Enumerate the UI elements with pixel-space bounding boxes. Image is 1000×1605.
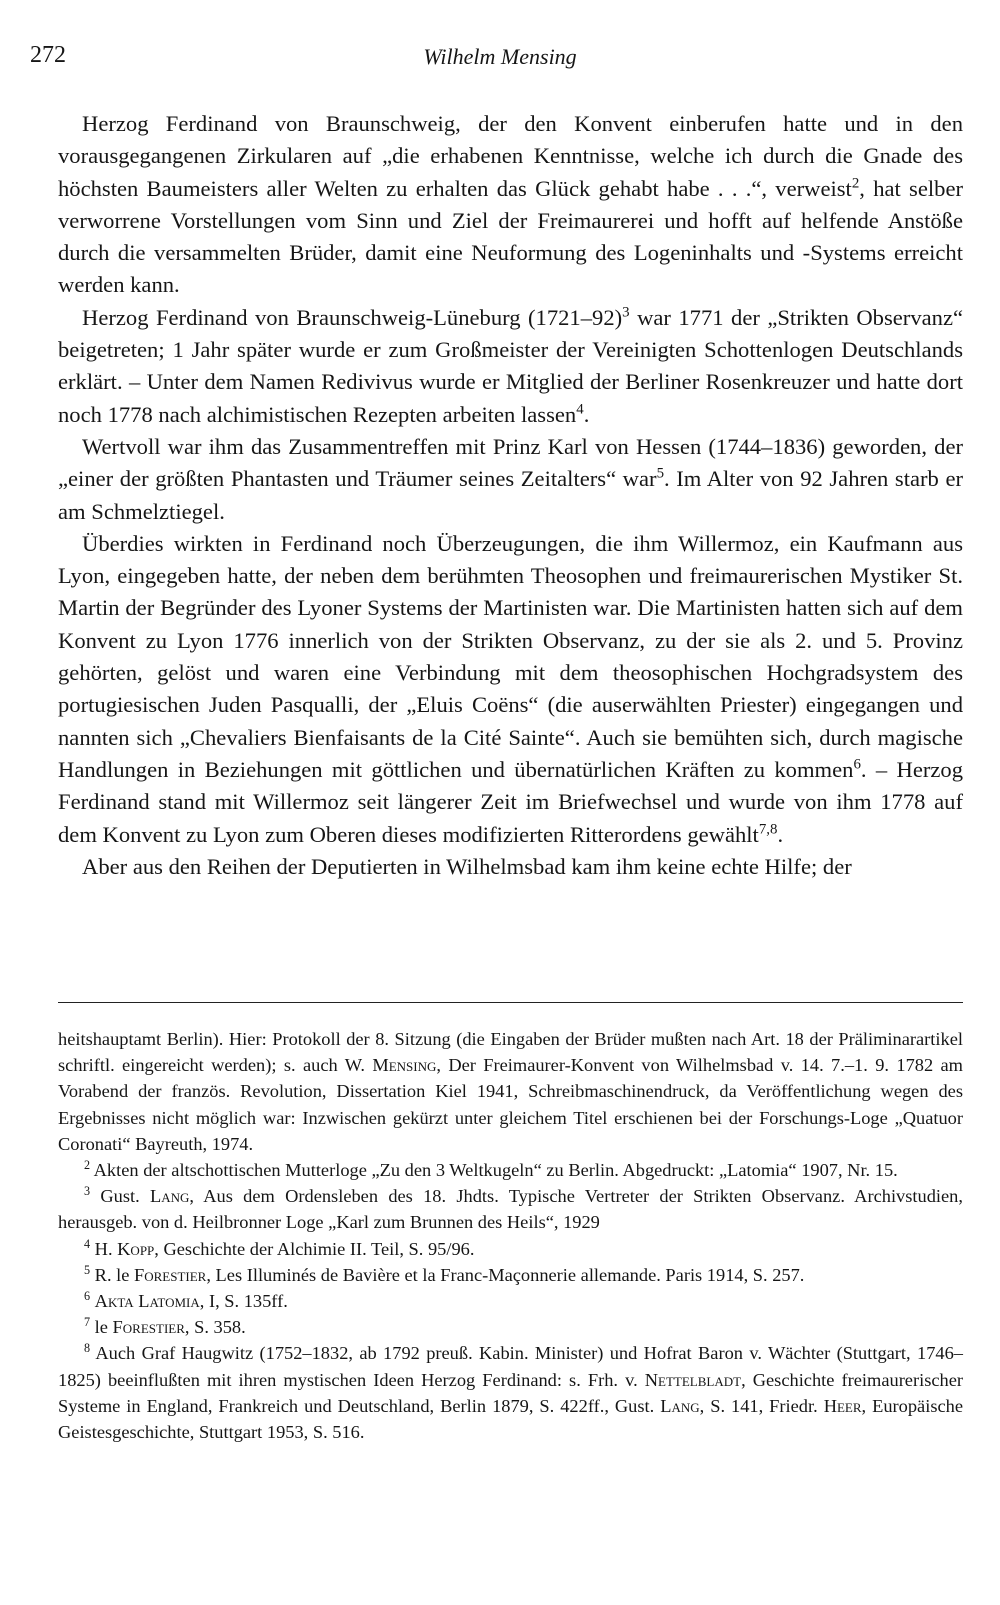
footnotes (58, 1026, 963, 1445)
footnote-ref: 7,8 (758, 821, 778, 837)
author-name: Lang (149, 1186, 190, 1207)
text-run: le (94, 1317, 113, 1338)
paragraph-5 (58, 851, 963, 883)
text-run: Herzog Ferdinand von Braunschweig, der den Konvent einberufen hatte und in den vorausgegangenen Zirkularen auf „die erhabenen Kenntnisse, welche ich durch die Gnade des höchsten Baumeisters aller Welten zu erhalten das Glück gehabt habe . . .“, verweist (58, 111, 963, 201)
footnote-number: 4 (84, 1236, 91, 1251)
text-run: , hat selber verworrene Vorstellungen vom Sinn und Ziel der Freimaurerei und hofft auf helfende Anstöße durch die versammelten Brüder, damit eine Neuformung des Logeninhalts und -Systems erreicht werden kann. (58, 175, 963, 298)
text-run: , Geschichte der Alchimie II. Teil, S. 95/96. (154, 1238, 475, 1259)
text-run: . (777, 821, 784, 847)
text-run: Überdies wirkten in Ferdinand noch Überzeugungen, die ihm Willermoz, ein Kaufmann aus Lyon, eingegeben hatte, der neben dem berühmten Theosophen und freimaurerischen Mystiker St. Martin der Begründer des Lyoner Systems der Martinisten war. Die Martinisten hatten sich auf dem Konvent zu Lyon 1776 innerlich von der Strikten Observanz, zu der sie als 2. und 5. Provinz gehörten, gelöst und waren eine Verbindung mit dem theosophischen Hochgradsystem des portugiesischen Juden Pasqualli, der „Eluis Coëns“ (die auserwählten Priester) eingegangen und nannten sich „Chevaliers Bienfaisants de la Cité Sainte“. Auch sie bemühten sich, durch magische Handlungen in Beziehungen mit göttlichen und übernatürlichen Kräften zu kommen (58, 530, 963, 782)
author-name: Heer (823, 1395, 862, 1416)
text-run: , Aus dem Ordensleben des 18. Jhdts. Typische Vertreter der Strikten Observanz. Archivstudien, herausgeb. von d. Heilbronner Loge „Karl zum Brunnen des Heils“, 1929 (58, 1186, 963, 1233)
footnote-ref: 3 (622, 304, 630, 321)
footnote-number: 6 (84, 1288, 91, 1303)
text-run: R. le (94, 1264, 135, 1285)
footnote-2 (58, 1157, 963, 1183)
text-run: , Geschichte freimaurerischer Systeme in England, Frankreich und Deutschland, Berlin 1879, S. 422ff., Gust. (58, 1369, 964, 1416)
text-run: , Europäische Geistesgeschichte, Stuttgart 1953, S. 516. (58, 1395, 963, 1443)
text-run: war 1771 der „Strikten Observanz“ beigetreten; 1 Jahr später wurde er zum Großmeister der Vereinigten Schottenlogen Deutschlands erklärt. – Unter dem Namen Redivivus wurde er Mitglied der Berliner Rosenkreuzer und hatte dort noch 1778 nach alchimistischen Rezepten arbeiten lassen (58, 304, 964, 427)
footnote-number: 2 (84, 1157, 91, 1172)
text-run: heitshauptamt Berlin). Hier: Protokoll der 8. Sitzung (die Eingaben der Brüder mußten nach Art. 18 der Präliminarartikel schriftl. eingereicht werden); s. auch W. (58, 1029, 963, 1076)
footnote-6 (58, 1288, 963, 1314)
paragraph-4 (58, 528, 963, 851)
text-run: . (583, 401, 590, 427)
footnote-number: 8 (84, 1341, 91, 1356)
text-run: . – Herzog Ferdinand stand mit Willermoz seit längerer Zeit im Briefwechsel und wurde von ihm 1778 auf dem Konvent zu Lyon zum Oberen dieses modifizierten Ritterordens gewählt (58, 756, 963, 847)
page-number: 272 (30, 42, 66, 68)
text-run: , Les Illuminés de Bavière et la Franc-Maçonnerie allemande. Paris 1914, S. 257. (206, 1264, 805, 1285)
author-name: Forestier (134, 1264, 207, 1285)
footnote-8 (58, 1340, 963, 1445)
text-run: Akten der altschottischen Mutterloge „Zu den 3 Weltkugeln“ zu Berlin. Abgedruckt: „Latomia“ 1907, Nr. 15. (93, 1160, 898, 1181)
footnote-number: 5 (84, 1262, 91, 1277)
footnote-number: 3 (84, 1184, 91, 1199)
paragraph-1 (58, 108, 963, 302)
paragraph-3 (58, 431, 963, 528)
footnote-ref: 5 (656, 465, 665, 482)
footnote-7 (58, 1314, 963, 1340)
text-run: , S. 141, Friedr. (699, 1395, 824, 1416)
main-text (58, 108, 963, 883)
footnote-5 (58, 1262, 963, 1288)
footnote-divider (58, 1002, 963, 1003)
paragraph-2 (58, 302, 963, 431)
author-name: Kopp (117, 1238, 155, 1259)
author-name: Lang (660, 1395, 700, 1416)
running-head: Wilhelm Mensing (423, 44, 577, 69)
text-run: Herzog Ferdinand von Braunschweig-Lüneburg (1721–92) (82, 304, 623, 330)
text-run: Auch Graf Haugwitz (1752–1832, ab 1792 preuß. Kabin. Minister) und Hofrat Baron v. Wächter (Stuttgart, 1746–1825) beeinflußten mit ihren mystischen Ideen Herzog Ferdinand: s. Frh. v. (58, 1343, 963, 1390)
footnote-continuation (58, 1026, 963, 1157)
text-run: H. (94, 1238, 118, 1259)
text-run: Wertvoll war ihm das Zusammentreffen mit Prinz Karl von Hessen (1744–1836) geworden, der „einer der größten Phantasten und Träumer seines Zeitalters“ war (58, 433, 963, 492)
text-run: Gust. (100, 1186, 150, 1207)
text-run: , S. 358. (184, 1317, 246, 1338)
footnote-ref: 6 (853, 756, 861, 773)
footnote-3 (58, 1183, 963, 1235)
text-run: , I, S. 135ff. (199, 1291, 288, 1312)
footnote-4 (58, 1236, 963, 1262)
footnote-number: 7 (84, 1315, 91, 1330)
footnote-ref: 4 (576, 401, 584, 418)
text-run: . Im Alter von 92 Jahren starb er am Schmelztiegel. (58, 466, 963, 524)
text-run: Aber aus den Reihen der Deputierten in Wilhelmsbad kam ihm keine echte Hilfe; der (82, 853, 852, 879)
source-title: Akta Latomia (94, 1291, 200, 1312)
author-name: Mensing (372, 1055, 437, 1076)
author-name: Nettelbladt (644, 1369, 742, 1390)
text-run: , Der Freimaurer-Konvent von Wilhelmsbad v. 14. 7.–1. 9. 1782 am Vorabend der französ. Revolution, Dissertation Kiel 1941, Schreibmaschinendruck, da Veröffentlichung wegen des Ergebnisses nicht möglich war: Inzwischen gekürzt unter gleichem Titel erschienen bei der Forschungs-Loge „Quatuor Coronati“ Bayreuth, 1974. (58, 1055, 963, 1154)
author-name: Forestier (112, 1317, 185, 1338)
footnote-ref: 2 (851, 175, 860, 192)
